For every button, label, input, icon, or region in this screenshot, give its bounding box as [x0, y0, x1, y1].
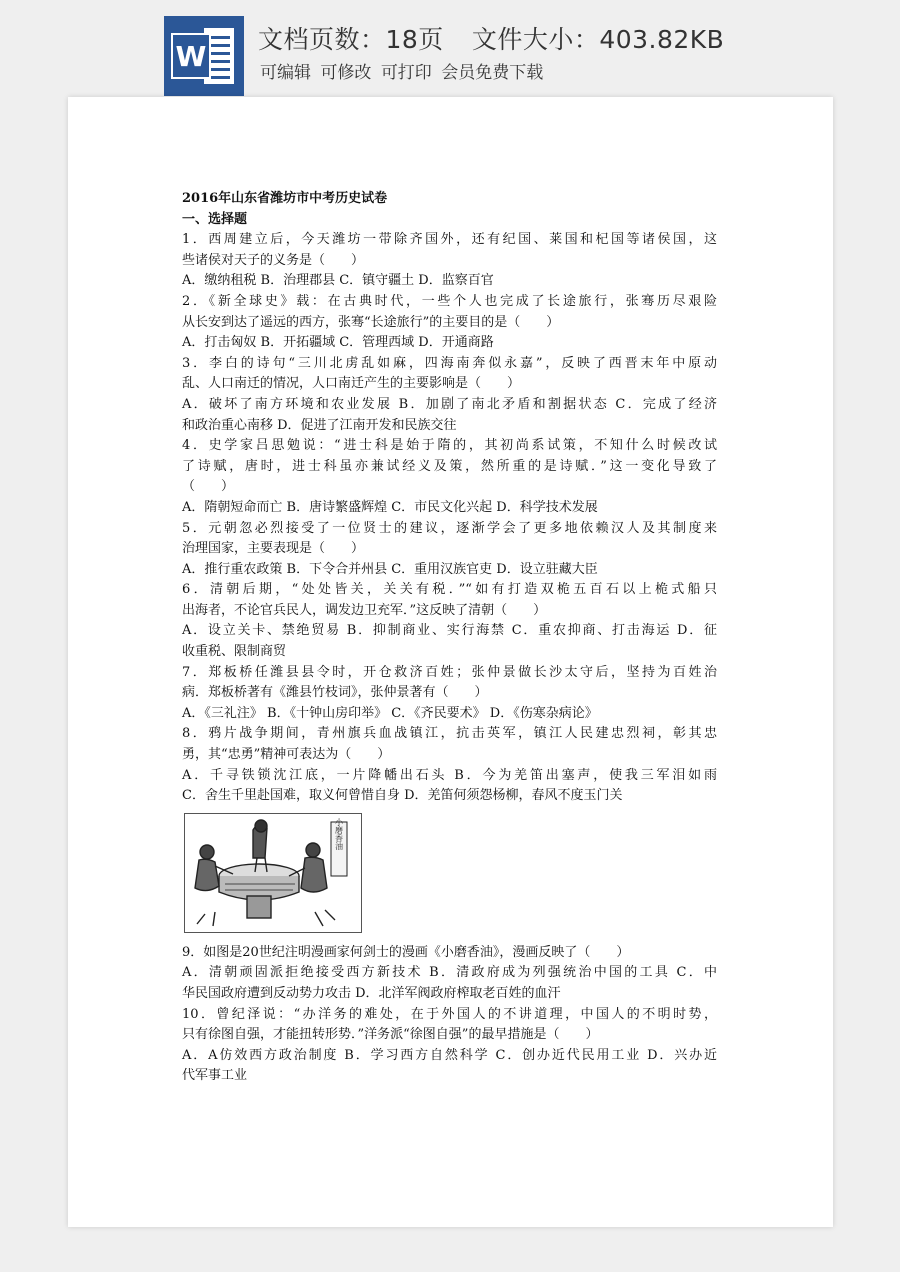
answer-options-line: A．推行重农政策 B．下令合并州县 C．重用汉族官吏 D．设立驻藏大臣	[182, 561, 598, 577]
section-heading: 一、选择题	[182, 211, 248, 227]
answer-options-line: 收重税、限制商贸	[182, 644, 287, 660]
feature-editable: 可编辑	[260, 63, 311, 83]
answer-options-line: C．舍生千里赴国难，取义何曾惜自身 D．羌笛何须怨杨柳，春风不度玉门关	[182, 788, 623, 804]
question-item	[182, 292, 717, 354]
question-item	[182, 519, 717, 581]
question-item	[182, 724, 717, 806]
question-text-line: 勇，其“忠勇”精神可表达为（ ）	[182, 747, 391, 763]
answer-options-line: 和政治重心南移 D．促进了江南开发和民族交往	[182, 417, 457, 433]
question-text-line: 10．曾纪泽说：“办洋务的难处，在于外国人的不讲道理，中国人的不明时势，	[182, 1006, 717, 1022]
question-item	[182, 1005, 717, 1087]
document-stats	[258, 20, 724, 56]
question-text-line: 治理国家，主要表现是（ ）	[182, 541, 365, 557]
word-document-icon	[164, 16, 244, 96]
cartoon-illustration	[184, 813, 362, 933]
question-text-line: 些诸侯对天子的义务是（ ）	[182, 252, 365, 268]
feature-member-download: 会员免费下载	[441, 63, 544, 83]
feature-list	[260, 58, 547, 83]
question-item	[182, 230, 717, 292]
question-text-line: 5．元朝忽必烈接受了一位贤士的建议，逐渐学会了更多地依赖汉人及其制度来	[182, 520, 717, 536]
answer-options-line: A．隋朝短命而亡 B．唐诗繁盛辉煌 C．市民文化兴起 D．科学技术发展	[182, 499, 598, 515]
question-text-line: 2．《新全球史》载：在古典时代，一些个人也完成了长途旅行，张骞历尽艰险	[182, 293, 717, 309]
svg-text:W: W	[175, 40, 207, 73]
question-text-line: 乱、人口南迁的情况，人口南迁产生的主要影响是（ ）	[182, 376, 521, 392]
answer-options-line: 代军事工业	[182, 1068, 248, 1084]
question-item	[182, 354, 717, 436]
header-banner	[0, 0, 900, 96]
document-title: 2016年山东省潍坊市中考历史试卷	[182, 191, 388, 206]
question-text-line: 1．西周建立后，今天潍坊一带除齐国外，还有纪国、莱国和杞国等诸侯国，这	[182, 232, 717, 248]
answer-options-line: A．《三礼注》 B．《十钟山房印举》 C．《齐民要术》 D．《伤寒杂病论》	[182, 705, 598, 721]
answer-options-line: A．A仿效西方政治制度 B．学习西方自然科学 C．创办近代民用工业 D．兴办近	[182, 1047, 717, 1063]
question-text-line: （ ）	[182, 479, 235, 495]
question-text-line: 8．鸦片战争期间，青州旗兵血战镇江，抗击英军，镇江人民建忠烈祠，彰其忠	[182, 726, 717, 742]
question-text-line: 7．郑板桥任潍县县令时，开仓救济百姓；张仲景做长沙太守后，坚持为百姓治	[182, 664, 717, 680]
question-item	[182, 943, 717, 1005]
answer-options-line: A．缴纳租税 B．治理郡县 C．镇守疆土 D．监察百官	[182, 273, 494, 289]
question-item	[182, 663, 717, 725]
document-content	[182, 189, 717, 1087]
document-page	[68, 97, 833, 1227]
question-list-continued	[182, 943, 717, 1087]
answer-options-line: A．设立关卡、禁绝贸易 B．抑制商业、实行海禁 C．重农抑商、打击海运 D．征	[182, 623, 717, 639]
question-list	[182, 230, 717, 807]
question-text-line: 从长安到达了遥远的西方，张骞“长途旅行”的主要目的是（ ）	[182, 314, 560, 330]
question-text-line: 了诗赋，唐时，进士科虽亦兼试经义及策，然所重的是诗赋．”这一变化导致了	[182, 458, 717, 474]
question-item	[182, 436, 717, 518]
cartoon-caption: 小磨香油	[334, 817, 344, 850]
question-item	[182, 580, 717, 662]
answer-options-line: 华民国政府遭到反动势力攻击 D．北洋军阀政府榨取老百姓的血汗	[182, 986, 561, 1001]
answer-options-line: A．清朝顽固派拒绝接受西方新技术 B．清政府成为列强统治中国的工具 C．中	[182, 965, 717, 981]
question-text-line: 出海者，不论官兵民人，调发边卫充军．”这反映了清朝（ ）	[182, 602, 547, 618]
question-text-line: 4．史学家吕思勉说：“进士科是始于隋的，其初尚系试策，不知什么时候改试	[182, 438, 717, 454]
answer-options-line: A．打击匈奴 B．开拓疆域 C．管理西域 D．开通商路	[182, 335, 494, 351]
question-text-line: 病．郑板桥著有《潍县竹枝词》，张仲景著有（ ）	[182, 685, 488, 701]
question-text-line: 只有徐图自强，才能扭转形势．”洋务派“徐图自强”的最早措施是（ ）	[182, 1027, 599, 1043]
question-text-line: 9．如图是20世纪注明漫画家何剑士的漫画《小磨香油》，漫画反映了（ ）	[182, 944, 630, 960]
answer-options-line: A．千寻铁锁沈江底，一片降幡出石头 B．今为羌笛出塞声，使我三军泪如雨	[182, 767, 717, 783]
page-count: 文档页数：18页	[258, 25, 444, 54]
question-text-line: 3．李白的诗句“三川北虏乱如麻，四海南奔似永嘉”，反映了西晋末年中原动	[182, 355, 717, 371]
answer-options-line: A．破坏了南方环境和农业发展 B．加剧了南北矛盾和割据状态 C．完成了经济	[182, 396, 717, 412]
file-size: 文件大小：403.82KB	[471, 25, 725, 54]
question-text-line: 6．清朝后期，“处处皆关，关关有税．”“如有打造双桅五百石以上桅式船只	[182, 582, 717, 598]
feature-modifiable: 可修改	[320, 63, 372, 83]
feature-printable: 可打印	[380, 63, 432, 83]
cartoon-drawing	[185, 814, 361, 932]
